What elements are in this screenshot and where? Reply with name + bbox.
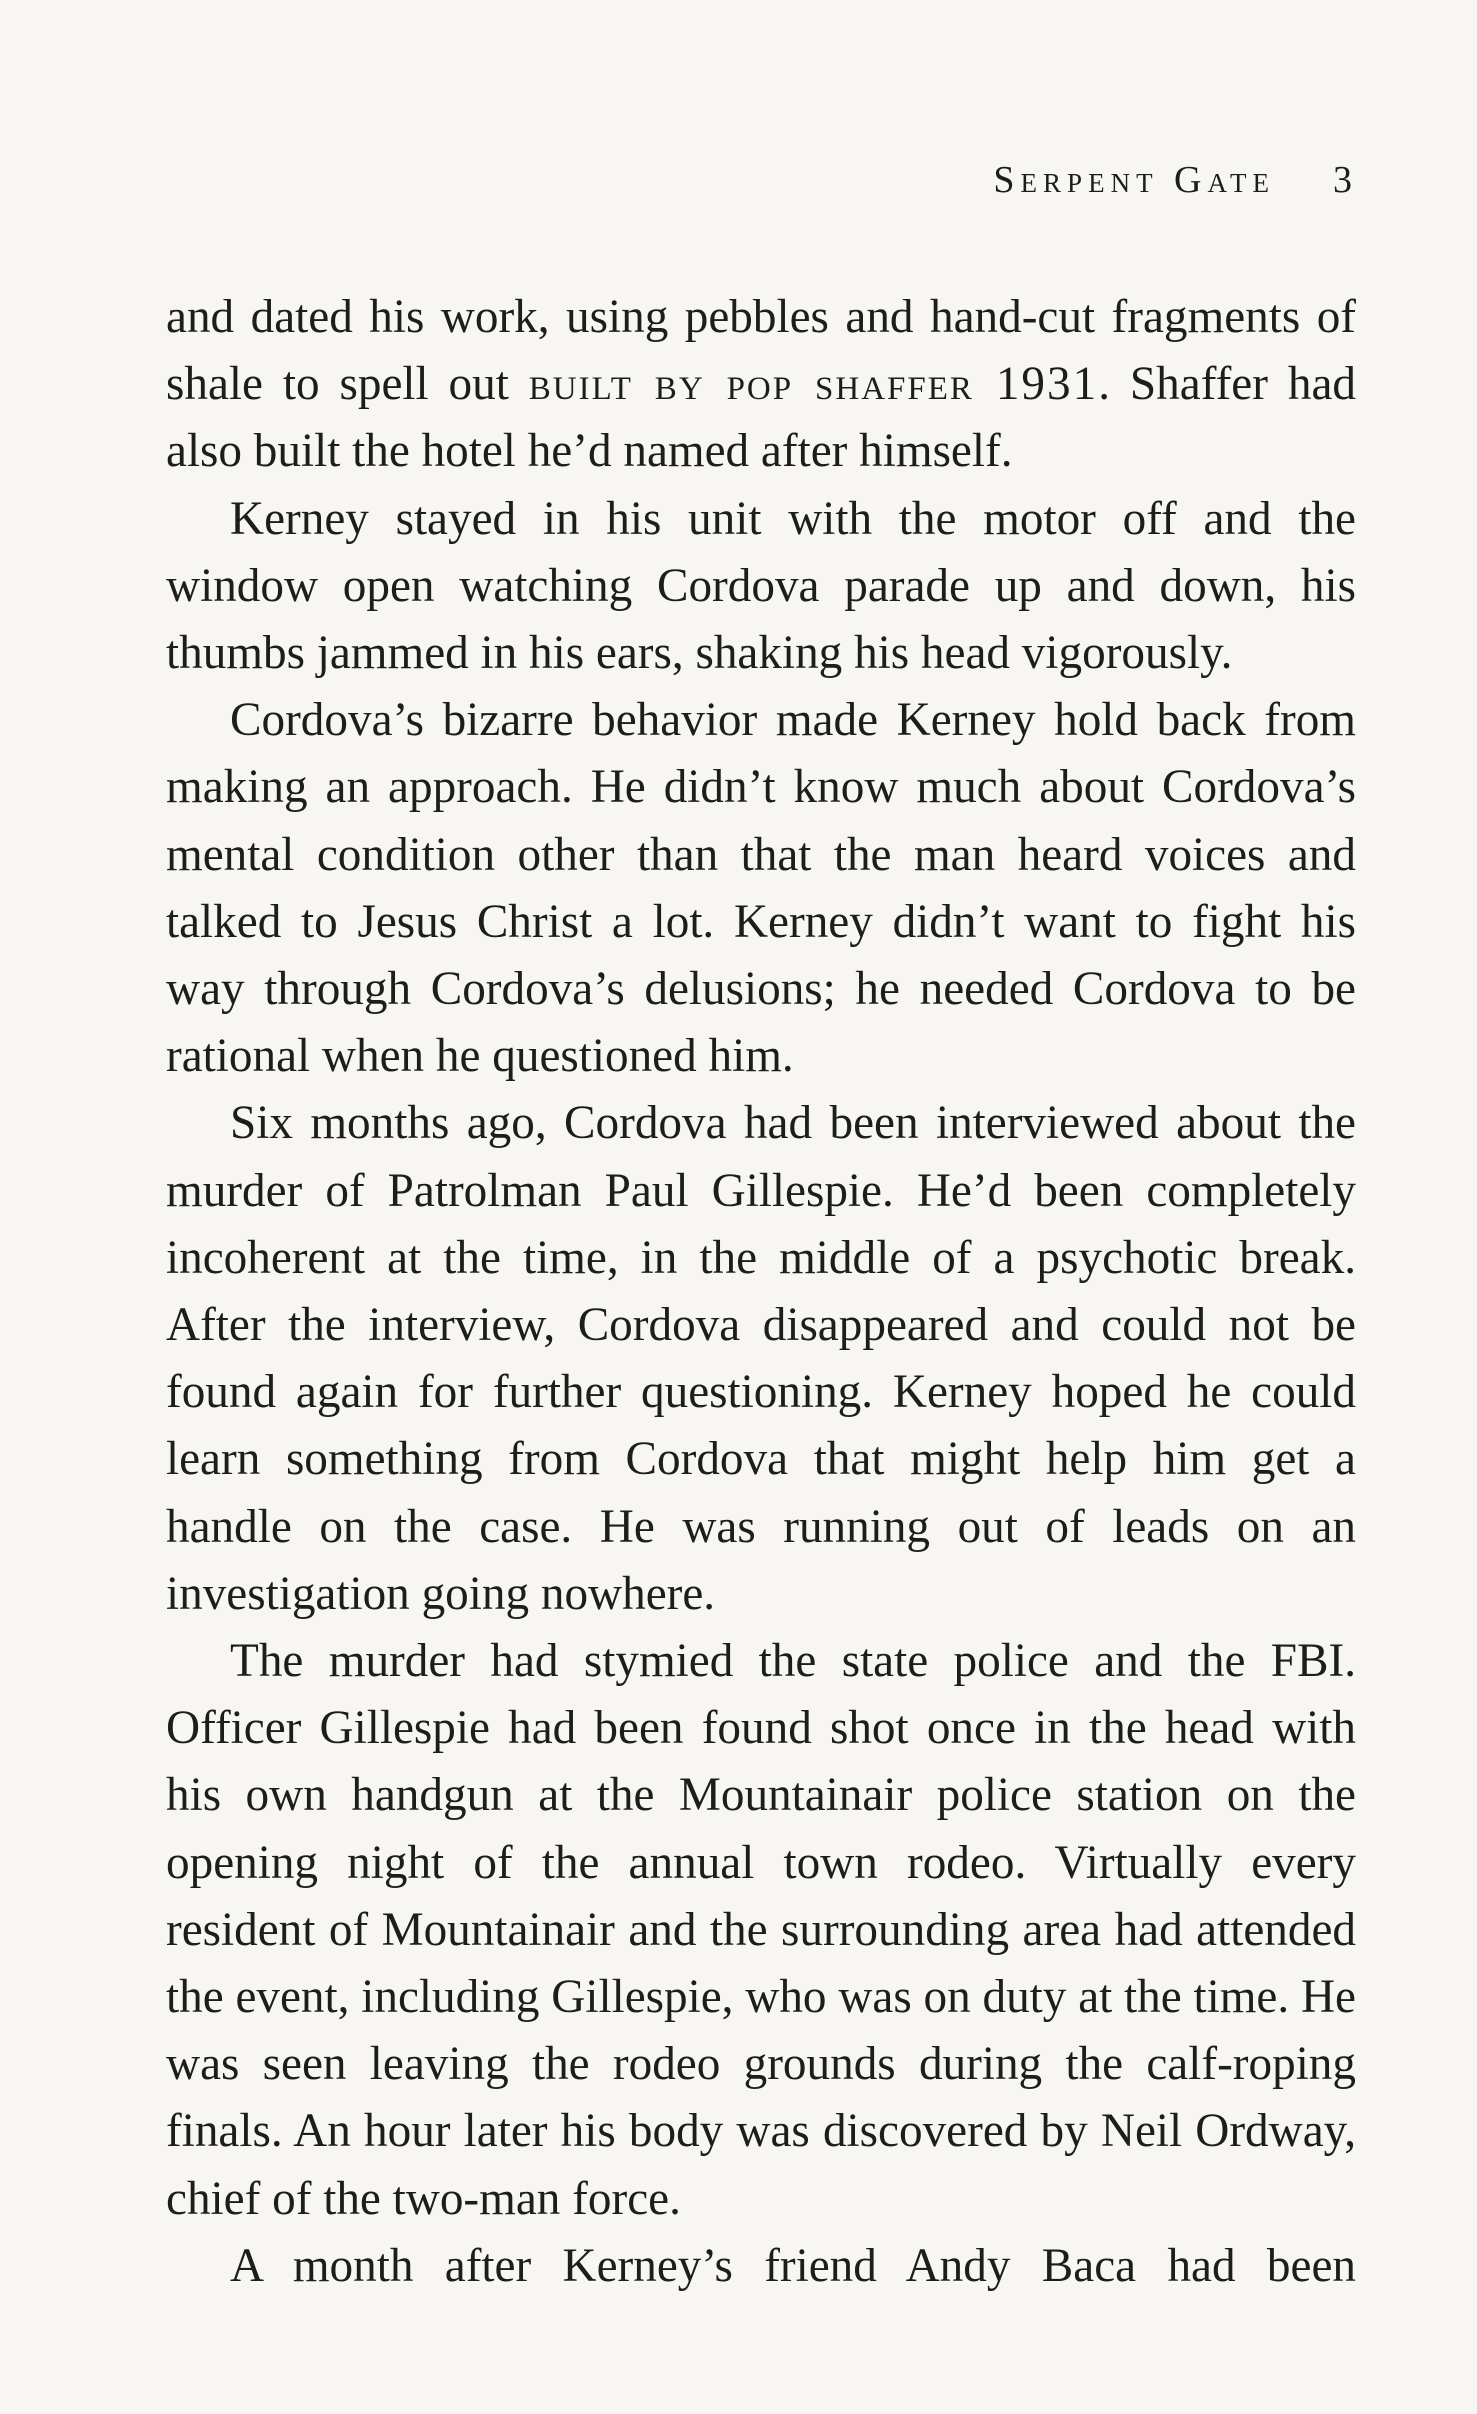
small-caps-inscription: built by pop shaffer 1931 xyxy=(528,358,1099,411)
paragraph: Six months ago, Cordova had been interviewed about the murder of Patrolman Paul Gillespie. He’d been completely incoherent at the time, in the middle of a psychotic break. After the interview, Cordova disappeared and could not be found again for further questioning. Kerney hoped he could learn something from Cordova that might help him get a handle on the case. He was running out of leads on an investigation going nowhere. xyxy=(166,1097,1356,1620)
book-title: Serpent Gate xyxy=(993,159,1275,201)
paragraph: Cordova’s bizarre behavior made Kerney hold back from making an approach. He didn’t know much about Cordova’s mental condition other than that the man heard voices and talked to Jesus Christ a lot. Kerney didn’t want to fight his way through Cordova’s delusions; he needed Cordova to be rational when he questioned him. xyxy=(166,694,1356,1083)
page-number: 3 xyxy=(1333,159,1352,201)
paragraph: Kerney stayed in his unit with the motor off and the window open watching Cordova parade up and down, his thumbs jammed in his ears, shaking his head vigorously. xyxy=(166,492,1356,680)
paragraph xyxy=(166,284,1356,486)
body-text xyxy=(166,284,1356,2300)
running-head xyxy=(993,158,1352,202)
paragraph: The murder had stymied the state police and the FBI. Officer Gillespie had been found shot once in the head with his own handgun at the Mountainair police station on the opening night of the annual town rodeo. Virtually every resident of Mountainair and the surrounding area had attended the event, including Gillespie, who was on duty at the time. He was seen leaving the rodeo grounds during the calf-roping finals. An hour later his body was discovered by Neil Ordway, chief of the two-man force. xyxy=(166,1635,1356,2225)
paragraph-text: . Shaffer had also built the hotel he’d named after himself. xyxy=(166,358,1356,478)
paragraph: A month after Kerney’s friend Andy Baca had been xyxy=(230,2239,1356,2292)
paragraph-text: and dated his work, using pebbles and hand-cut fragments of shale to spell out xyxy=(166,291,1356,411)
